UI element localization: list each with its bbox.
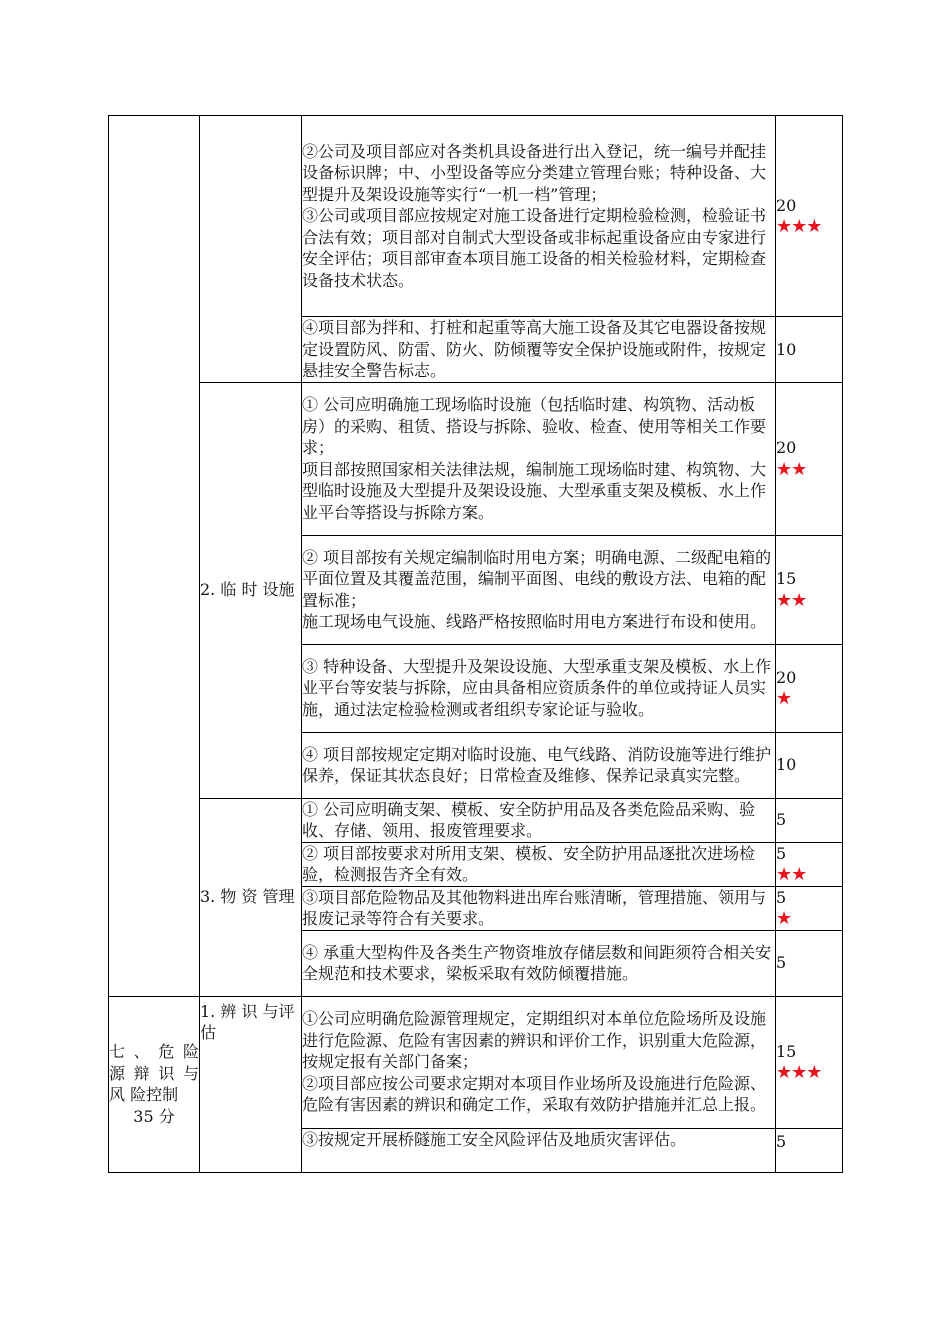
item-text: ② 项目部按要求对所用支架、模板、安全防护用品逐批次进场检验，检测报告齐全有效。	[302, 843, 756, 884]
category-cell-empty	[109, 116, 200, 997]
subcategory-cell-empty	[200, 116, 302, 383]
item-cell	[302, 996, 776, 1128]
star-rating-icon: ★★★	[776, 1062, 822, 1083]
score-value: 20	[776, 667, 797, 687]
item-cell	[302, 1128, 776, 1172]
score-value: 5	[776, 843, 787, 863]
item-cell	[302, 644, 776, 732]
item-cell	[302, 535, 776, 644]
score-value: 5	[776, 1131, 787, 1151]
item-text: ③公司或项目部应按规定对施工设备进行定期检验检测，检验证书合法有效；项目部对自制式大型设备或非标起重设备应由专家进行安全评估；项目部审查本项目施工设备的相关检验材料，定期检查设备技术状态。	[302, 206, 767, 290]
item-cell	[302, 732, 776, 798]
score-cell	[776, 842, 843, 886]
item-text: 项目部按照国家相关法律法规，编制施工现场临时建、构筑物、大型临时设施及大型提升及架设设施、大型承重支架及模板、水上作业平台等搭设与拆除方案。	[302, 459, 767, 522]
table-row	[109, 382, 843, 535]
score-value: 5	[776, 810, 787, 830]
item-cell	[302, 116, 776, 317]
score-cell	[776, 1128, 843, 1172]
score-cell	[776, 798, 843, 842]
table-row	[109, 798, 843, 842]
score-cell	[776, 644, 843, 732]
star-rating-icon: ★	[776, 688, 792, 709]
scoring-table	[108, 115, 843, 1173]
item-text: ③ 特种设备、大型提升及架设设施、大型承重支架及模板、水上作业平台等安装与拆除，应由具备相应资质条件的单位或持证人员实施，通过法定检验检测或者组织专家论证与验收。	[302, 656, 772, 719]
star-rating-icon: ★★	[776, 864, 807, 885]
category-label: 七 、 危 险 源 辩 识 与 风 险控制	[109, 1042, 199, 1104]
score-cell	[776, 886, 843, 930]
score-cell	[776, 317, 843, 383]
score-value: 15	[776, 1041, 797, 1061]
score-cell	[776, 732, 843, 798]
item-cell	[302, 798, 776, 842]
category-score: 35 分	[133, 1106, 175, 1126]
table-row	[109, 996, 843, 1128]
item-text: ③项目部危险物品及其他物料进出库台账清晰，管理措施、领用与报废记录等符合有关要求。	[302, 887, 767, 928]
item-cell	[302, 930, 776, 996]
item-cell	[302, 886, 776, 930]
score-value: 10	[776, 339, 797, 359]
score-value: 5	[776, 953, 787, 973]
item-text: 施工现场电气设施、线路严格按照临时用电方案进行布设和使用。	[302, 612, 767, 631]
item-text: ④项目部为拌和、打桩和起重等高大施工设备及其它电器设备按规定设置防风、防雷、防火、防倾覆等安全保护设施或附件，按规定悬挂安全警告标志。	[302, 318, 767, 380]
score-cell	[776, 382, 843, 535]
score-value: 20	[776, 438, 797, 457]
score-value: 20	[776, 195, 797, 215]
score-value: 10	[776, 755, 797, 775]
item-text: ③按规定开展桥隧施工安全风险评估及地质灾害评估。	[302, 1129, 687, 1149]
item-text: ① 公司应明确支架、模板、安全防护用品及各类危险品采购、验收、存储、领用、报废管理要求。	[302, 799, 756, 840]
item-cell	[302, 842, 776, 886]
star-rating-icon: ★	[776, 908, 792, 929]
item-text: ② 项目部按有关规定编制临时用电方案；明确电源、二级配电箱的平面位置及其覆盖范围，编制平面图、电线的敷设方法、电箱的配置标准；	[302, 547, 772, 610]
item-text: ①公司应明确危险源管理规定，定期组织对本单位危险场所及设施进行危险源、危险有害因素的辨识和评价工作，识别重大危险源，按规定报有关部门备案；	[302, 1009, 767, 1072]
table-row	[109, 116, 843, 317]
score-cell	[776, 996, 843, 1128]
item-text: ④ 项目部按规定定期对临时设施、电气线路、消防设施等进行维护保养，保证其状态良好；日常检查及维修、保养记录真实完整。	[302, 744, 772, 785]
item-cell	[302, 382, 776, 535]
star-rating-icon: ★★	[776, 589, 807, 611]
subcategory-temporary-facilities: 2. 临 时 设施	[200, 382, 302, 798]
category-hazard-control	[109, 996, 200, 1172]
subcategory-identification: 1. 辨 识 与评估	[200, 996, 302, 1172]
score-cell	[776, 930, 843, 996]
score-value: 5	[776, 887, 787, 907]
item-text: ④ 承重大型构件及各类生产物资堆放存储层数和间距须符合相关安全规范和技术要求，梁板采取有效防倾覆措施。	[302, 942, 772, 983]
item-text: ②项目部应按公司要求定期对本项目作业场所及设施进行危险源、危险有害因素的辨识和确定工作，采取有效防护措施并汇总上报。	[302, 1073, 767, 1115]
item-text: ① 公司应明确施工现场临时设施（包括临时建、构筑物、活动板房）的采购、租赁、搭设与拆除、验收、检查、使用等相关工作要求；	[302, 395, 767, 457]
item-text: ②公司及项目部应对各类机具设备进行出入登记，统一编号并配挂设备标识牌；中、小型设备等应分类建立管理台账；特种设备、大型提升及架设设施等实行“一机一档”管理；	[302, 141, 767, 204]
subcategory-materials: 3. 物 资 管理	[200, 798, 302, 996]
item-cell	[302, 317, 776, 383]
score-cell	[776, 535, 843, 644]
score-value: 15	[776, 569, 797, 588]
star-rating-icon: ★★★	[776, 216, 822, 237]
score-cell	[776, 116, 843, 317]
star-rating-icon: ★★	[776, 458, 807, 480]
